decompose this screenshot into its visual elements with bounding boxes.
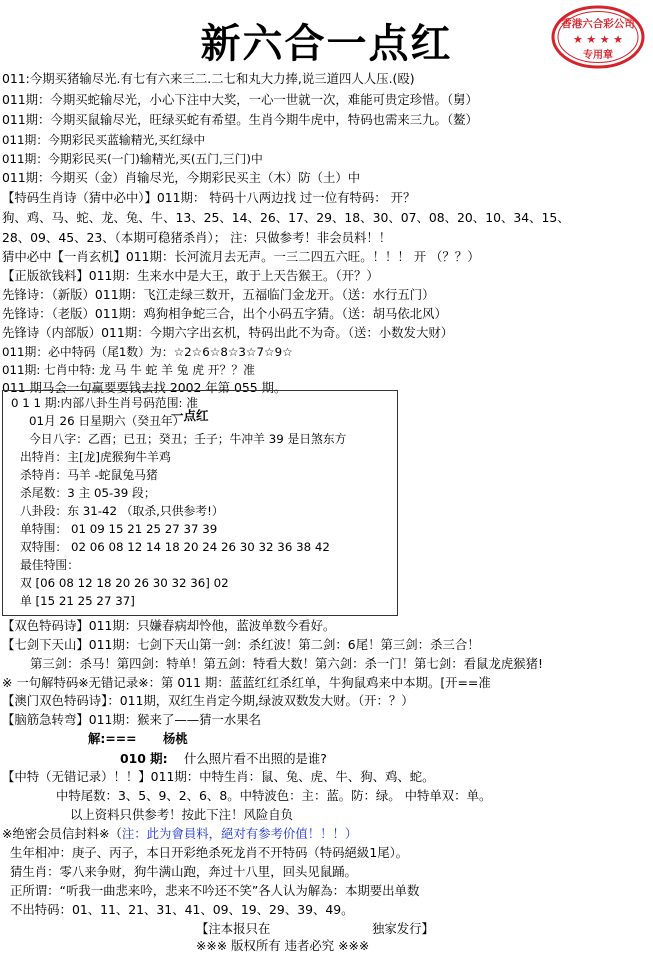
line-year-clash: 生年相冲：庚子、丙子，本日开彩绝杀死龙肖不开特码（特码絕級1尾）。 <box>10 845 409 860</box>
company-seal <box>550 4 646 70</box>
line-seven-zodiac: 011期: 七肖中特: 龙 马 牛 蛇 羊 兔 虎 开？？准 <box>2 363 255 377</box>
footer-publish-right: 独家发行】 <box>372 921 434 936</box>
line-element-tip: 011期：今期买（金）肖输尽光，今期彩民买主（木）防（土）中 <box>2 170 361 185</box>
box-line-bazi: 今日八字：乙酉；已丑；癸丑；壬子；牛冲羊 39 是日煞东方 <box>29 432 347 446</box>
box-line-best-odd: 单 [15 21 25 27 37] <box>20 594 135 608</box>
line-pioneer-internal: 先锋诗（内部版）011期：今期六字出玄机，特码出此不为奇。（送：小数发大财） <box>2 325 454 340</box>
box-line-date: 01月 26 日星期六（癸丑年） <box>29 414 185 428</box>
page-title: 新六合一点红 <box>200 20 453 67</box>
box-line-kill-tail: 杀尾数：3 主 05-39 段； <box>20 486 156 500</box>
line-guess-zodiac: 猜生肖：零八来争财，狗牛满山跑，奔过十八里，回头见鼠踊。 <box>10 864 357 879</box>
line-pioneer-new: 先锋诗：（新版）011期：飞江走绿三数开，五福临门金龙开。（送：水行五门） <box>2 287 435 302</box>
line-seven-swords-2: 第三剑：杀马！第四剑：特单！第五剑：特看大数！第六剑：杀一门！第七剑：看鼠龙虎猴猪! <box>30 656 543 671</box>
box-line-bagua: 八卦段：东 31-42 （取杀,只供参考!） <box>20 504 224 518</box>
line-jockey-club: 011 期马会一句赢要要钱去找 2002 年第 055 期。 <box>2 380 287 395</box>
riddle-answer: 杨桃 <box>163 731 188 746</box>
line-tail-numbers: 011期：必中特码（尾1数）为：☆2☆6☆8☆3☆7☆9☆ <box>2 345 293 359</box>
secret-prefix: ※绝密会员信封料※（ <box>2 826 122 841</box>
line-rat-poem: 011期：今期买鼠输尽光，旺绿买蛇有希望。生肖今期牛虎中，特码也需来三九。（鳌） <box>2 112 478 127</box>
box-line-best-even: 双 [06 08 12 18 20 26 30 32 36] 02 <box>20 576 229 590</box>
svg-text:★ ★ ★ ★: ★ ★ ★ ★ <box>573 33 623 46</box>
footer-publish-left: 【注本报只在 <box>196 921 271 936</box>
riddle-answer-label: 解:=== <box>88 731 137 746</box>
box-line-best-label: 最佳特围： <box>20 558 79 572</box>
riddle-next-issue: 010 期: <box>120 751 168 766</box>
internal-bagua-box <box>2 390 398 616</box>
line-so-called: 正所谓：“听我一曲悲来吟，悲来不吟还不笑”各人认为解為：本期要出单数 <box>10 883 420 898</box>
box-line-odd-range: 单特围： 01 09 15 21 25 27 37 39 <box>20 522 218 536</box>
box-line-even-range: 双特围： 02 06 08 12 14 18 20 24 26 30 32 36 38 42 <box>20 540 330 554</box>
footer-copyright: ※※※ 版权所有 违者必究 ※※※ <box>196 938 370 953</box>
line-one-sentence: ※ 一句解特码※无错记录※：第 011 期：蓝蓝红红杀红单，牛狗鼠鸡来中本期。[开==准 <box>2 675 491 690</box>
box-line-kill-zodiac: 杀特肖：马羊 -蛇鼠兔马猪 <box>20 468 158 482</box>
line-pioneer-old: 先锋诗：（老版）011期：鸡狗相争蛇三合，出个小码五字猜。（送：胡马依北风） <box>2 306 447 321</box>
riddle-next-question: 什么照片看不出照的是谁? <box>184 751 327 766</box>
line-secret-member <box>2 825 357 843</box>
secret-note: 注：此为會員料，絕对有参考价值！！！） <box>121 826 358 841</box>
line-genuine-info: 【正版欲钱料】011期：生来水中是大王，敢于上天告猴王。（开？） <box>2 268 379 283</box>
box-line-title: 0 1 1 期:内部八卦生肖号码范围: 准 <box>11 396 199 410</box>
svg-text:香港六合彩公司: 香港六合彩公司 <box>561 18 635 30</box>
box-line-out-zodiac: 出特肖：主[龙]虎猴狗牛羊鸡 <box>20 450 171 464</box>
line-brain-teaser: 【脑筋急转弯】011期：猴来了——猜一水果名 <box>2 712 262 727</box>
svg-text:专用章: 专用章 <box>583 50 613 61</box>
line-zodiac-poem: 【特码生肖诗（猜中必中）】011期： 特码十八两边找 过一位有特码： 开？ <box>2 190 416 205</box>
line-no-special: 不出特码：01、11、21、31、41、09、19、29、39、49。 <box>10 902 354 917</box>
line-pig-poem: 011:今期买猪输尽光.有七有六来三二.二七和丸大力捧,说三道四人人压.(殴) <box>2 71 415 86</box>
line-disclaimer: 以上资料只供参考！按此下注！风险自负 <box>70 807 294 822</box>
line-color-tip: 011期：今期彩民买蓝输精光,买红绿中 <box>2 133 206 147</box>
line-door-tip: 011期：今期彩民买(一门)输精光,买(五门,三门)中 <box>2 152 263 166</box>
line-two-color-poem: 【双色特码诗】011期：只嫌春病却怜他，蓝波单数今看好。 <box>2 618 336 633</box>
line-snake-poem: 011期：今期买蛇输尽光，小心下注中大奖，一心一世就一次，难能可贵定珍惜。（舅） <box>2 92 478 107</box>
line-seven-swords: 【七剑下天山】011期：七剑下天山第一剑：杀红波！第二剑：6尾！第三剑：杀三合！ <box>2 637 480 652</box>
line-mystery-zodiac: 猜中必中【一肖玄机】011期：长河流月去无声。一三二四五六旺。！！！ 开 （？？） <box>2 249 480 264</box>
line-zodiac-numbers-2: 28、09、45、23、（本期可稳猪杀肖）； 注：只做参考！非会员料！！ <box>2 230 392 245</box>
box-watermark: 一点红 <box>171 408 209 423</box>
line-zodiac-numbers: 狗、鸡、马、蛇、龙、兔、牛、13、25、14、26、17、29、18、30、07、08、20、10、34、15、 <box>2 210 570 225</box>
line-special-record: 【中特（无错记录）！！】011期：中特生肖：鼠、兔、虎、牛、狗、鸡、蛇。 <box>2 769 435 784</box>
line-macau-poem: 【澳门双色特码诗】：011期，双红生肖定今期,绿波双数发大财。（开：？） <box>2 693 414 708</box>
line-special-tails: 中特尾数：3、5、9、2、6、8。中特波色：主：蓝。防：绿。 中特单双：单。 <box>56 788 492 803</box>
